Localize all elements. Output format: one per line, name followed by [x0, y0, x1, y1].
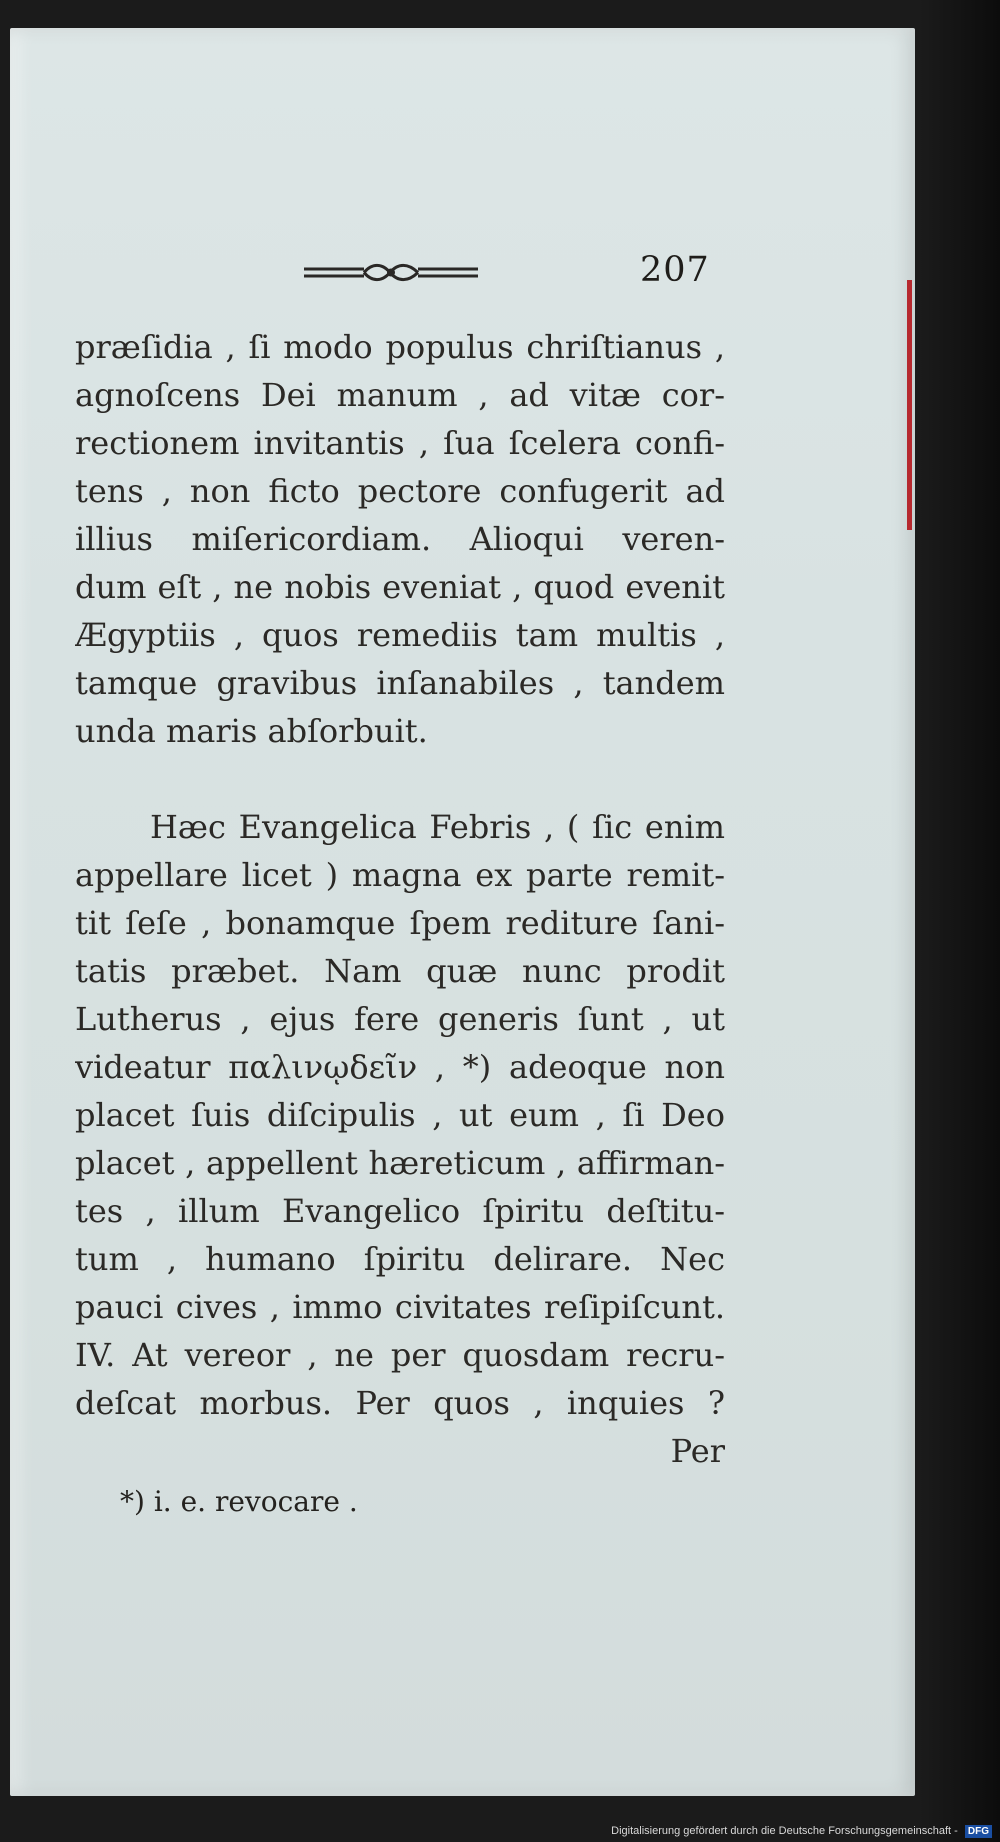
text-line: agnoſcens Dei manum , ad vitæ cor- — [75, 376, 725, 414]
catchword: Per — [670, 1432, 725, 1470]
text-line: Lutherus , ejus fere generis ſunt , ut — [75, 1000, 725, 1038]
text-line: præſidia , ſi modo populus chriſtianus , — [75, 328, 725, 366]
rule-ornament-icon — [300, 261, 482, 285]
paragraph-gap — [75, 755, 725, 803]
page-edge-marker — [907, 280, 912, 530]
text-line: tes , illum Evangelico ſpiritu deſtitu- — [75, 1192, 725, 1230]
dfg-logo-icon: DFG — [965, 1825, 992, 1838]
text-line: IV. At vereor , ne per quosdam recru- — [75, 1336, 725, 1374]
text-line: illius miſericordiam. Alioqui veren- — [75, 520, 725, 558]
footnote: *) i. e. revocare . — [120, 1485, 358, 1518]
text-line: tit ſeſe , bonamque ſpem rediture ſani- — [75, 904, 725, 942]
text-line: appellare licet ) magna ex parte remit- — [75, 856, 725, 894]
body-text — [75, 323, 725, 1475]
text-line: tens , non ficto pectore confugerit ad — [75, 472, 725, 510]
digitization-credit — [611, 1824, 992, 1838]
text-line: dum eſt , ne nobis eveniat , quod evenit — [75, 568, 725, 606]
page-number: 207 — [640, 250, 710, 290]
text-line: pauci cives , immo civitates reſipiſcunt. — [75, 1288, 725, 1326]
text-line: Ægyptiis , quos remediis tam multis , — [75, 616, 725, 654]
text-line: placet ſuis diſcipulis , ut eum , ſi Deo — [75, 1096, 725, 1134]
credit-text: Digitalisierung gefördert durch die Deutsche Forschungsgemeinschaft - — [611, 1825, 958, 1837]
text-line: rectionem invitantis , ſua ſcelera confi- — [75, 424, 725, 462]
text-line: deſcat morbus. Per quos , inquies ? — [75, 1384, 725, 1422]
text-line: Hæc Evangelica Febris , ( ſic enim — [150, 808, 725, 846]
text-line: tatis præbet. Nam quæ nunc prodit — [75, 952, 725, 990]
text-line: tum , humano ſpiritu delirare. Nec — [75, 1240, 725, 1278]
text-line: unda maris abſorbuit. — [75, 712, 428, 750]
book-page — [10, 28, 915, 1796]
text-line: placet , appellent hæreticum , affirman- — [75, 1144, 725, 1182]
text-line: tamque gravibus inſanabiles , tandem — [75, 664, 725, 702]
text-line: videatur παλινῳδεῖν , *) adeoque non — [75, 1048, 725, 1086]
